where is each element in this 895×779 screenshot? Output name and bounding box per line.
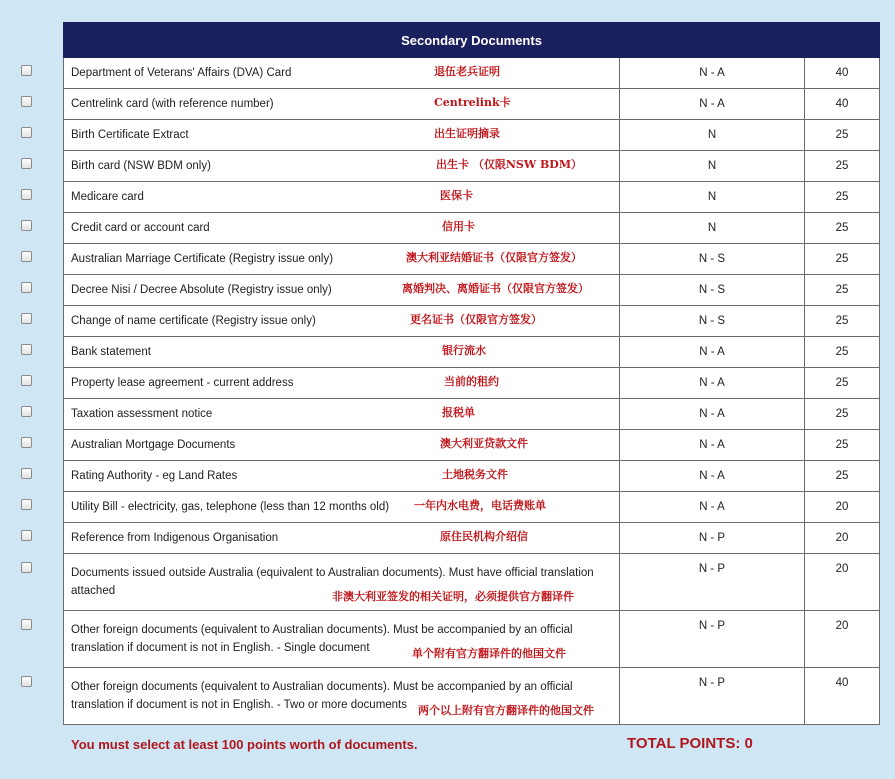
document-name: Credit card or account card [71,222,210,234]
document-name-chinese: 一年内水电费，电话费账单 [414,499,546,512]
document-name: Documents issued outside Australia (equivalent to Australian documents). Must have official translation attached [71,567,594,597]
document-points: 25 [805,399,880,430]
document-points: 20 [805,554,880,611]
document-name: Bank statement [71,346,151,358]
table-row [64,337,880,368]
table-row [64,89,880,120]
document-name-cell [64,554,620,611]
document-name-chinese: 更名证书（仅限官方签发） [410,313,542,326]
document-checkbox[interactable] [21,530,32,541]
document-name-cell [64,213,620,244]
document-name-cell [64,368,620,399]
document-name: Medicare card [71,191,144,203]
document-points: 40 [805,668,880,725]
document-points: 20 [805,523,880,554]
document-name-cell [64,399,620,430]
document-name-chinese: 土地税务文件 [442,468,508,481]
table-row [64,668,880,725]
table-row [64,523,880,554]
document-name-chinese: 当前的租约 [444,375,499,388]
table-row [64,58,880,89]
document-name-cell [64,120,620,151]
document-name: Other foreign documents (equivalent to Australian documents). Must be accompanied by an official translation if document is not in English. - Single document [71,624,573,654]
table-row [64,306,880,337]
document-name-chinese: 两个以上附有官方翻译件的他国文件 [418,704,594,717]
document-code: N - A [620,368,805,399]
table-row [64,275,880,306]
document-name-cell [64,668,620,725]
document-points: 25 [805,430,880,461]
table-row [64,151,880,182]
document-name: Birth card (NSW BDM only) [71,160,211,172]
document-code: N [620,182,805,213]
document-points: 40 [805,58,880,89]
document-name-chinese: 原住民机构介绍信 [440,530,528,543]
document-checkbox[interactable] [21,96,32,107]
document-name-cell [64,611,620,668]
document-name-chinese: 澳大利亚结婚证书（仅限官方签发） [406,251,582,264]
document-code: N - P [620,668,805,725]
document-name-chinese: 银行流水 [442,344,486,357]
table-row [64,492,880,523]
table-row [64,120,880,151]
table-row [64,182,880,213]
document-code: N - P [620,611,805,668]
document-name-chinese: 报税单 [442,406,475,419]
document-checkbox[interactable] [21,375,32,386]
document-name-chinese: 离婚判决、离婚证书（仅限官方签发） [402,282,589,295]
document-name-chinese: 出生卡 （仅限NSW BDM） [436,158,583,171]
document-checkbox[interactable] [21,251,32,262]
document-code: N - A [620,399,805,430]
minimum-points-note: You must select at least 100 points worth of documents. [71,737,418,752]
document-code: N [620,120,805,151]
document-code: N - S [620,275,805,306]
document-name-cell [64,430,620,461]
document-points: 25 [805,275,880,306]
document-name-cell [64,58,620,89]
document-code: N - A [620,492,805,523]
document-name: Reference from Indigenous Organisation [71,532,279,544]
document-name: Utility Bill - electricity, gas, telephone (less than 12 months old) [71,501,390,513]
document-points: 25 [805,461,880,492]
document-code: N - A [620,430,805,461]
table-row [64,554,880,611]
document-checkbox[interactable] [21,619,32,630]
document-name-chinese: 医保卡 [440,189,473,202]
table-row [64,461,880,492]
document-code: N - S [620,306,805,337]
total-points: TOTAL POINTS: 0 [627,735,753,752]
document-points: 25 [805,337,880,368]
document-name: Decree Nisi / Decree Absolute (Registry issue only) [71,284,332,296]
table-row [64,611,880,668]
document-name: Property lease agreement - current address [71,377,294,389]
document-checkbox[interactable] [21,189,32,200]
document-code: N - A [620,89,805,120]
document-checkbox[interactable] [21,65,32,76]
document-points: 40 [805,89,880,120]
document-checkbox[interactable] [21,220,32,231]
document-points: 20 [805,611,880,668]
table-row [64,244,880,275]
document-name-chinese: Centrelink卡 [434,96,511,109]
document-code: N - P [620,523,805,554]
document-code: N [620,151,805,182]
document-name-cell [64,89,620,120]
document-checkbox[interactable] [21,562,32,573]
document-checkbox[interactable] [21,344,32,355]
document-points: 25 [805,368,880,399]
document-name: Australian Marriage Certificate (Registry issue only) [71,253,334,265]
document-code: N - A [620,58,805,89]
table-row [64,399,880,430]
document-name-cell [64,275,620,306]
document-checkbox[interactable] [21,313,32,324]
document-checkbox[interactable] [21,127,32,138]
document-points: 25 [805,244,880,275]
document-name-cell [64,306,620,337]
document-points: 25 [805,306,880,337]
document-checkbox[interactable] [21,406,32,417]
document-name-chinese: 非澳大利亚签发的相关证明，必须提供官方翻译件 [332,590,574,603]
document-name: Department of Veterans' Affairs (DVA) Card [71,67,292,79]
document-name-cell [64,244,620,275]
document-points: 25 [805,151,880,182]
document-points: 20 [805,492,880,523]
document-name-chinese: 退伍老兵证明 [434,65,500,78]
table-header: Secondary Documents [64,23,880,58]
table-row [64,213,880,244]
document-code: N - P [620,554,805,611]
document-name: Change of name certificate (Registry issue only) [71,315,316,327]
document-points: 25 [805,120,880,151]
document-name: Rating Authority - eg Land Rates [71,470,238,482]
document-code: N - A [620,337,805,368]
document-name-cell [64,523,620,554]
document-name-chinese: 出生证明摘录 [434,127,500,140]
document-name-chinese: 单个附有官方翻译件的他国文件 [412,647,566,660]
document-name: Centrelink card (with reference number) [71,98,274,110]
document-checkbox[interactable] [21,499,32,510]
document-checkbox[interactable] [21,676,32,687]
document-checkbox[interactable] [21,158,32,169]
document-name-chinese: 信用卡 [442,220,475,233]
document-checkbox[interactable] [21,282,32,293]
document-checkbox[interactable] [21,437,32,448]
document-name-cell [64,461,620,492]
secondary-documents-table [63,22,880,725]
document-checkbox[interactable] [21,468,32,479]
document-code: N [620,213,805,244]
document-name-cell [64,151,620,182]
document-name: Taxation assessment notice [71,408,213,420]
document-name-cell [64,182,620,213]
table-row [64,368,880,399]
table-row [64,430,880,461]
document-points: 25 [805,182,880,213]
document-code: N - S [620,244,805,275]
document-name-cell [64,492,620,523]
document-name-chinese: 澳大利亚贷款文件 [440,437,528,450]
document-name: Australian Mortgage Documents [71,439,236,451]
document-name: Other foreign documents (equivalent to Australian documents). Must be accompanied by an official translation if document is not in English. - Two or more documents [71,681,573,711]
document-name-cell [64,337,620,368]
document-name: Birth Certificate Extract [71,129,189,141]
document-code: N - A [620,461,805,492]
document-points: 25 [805,213,880,244]
